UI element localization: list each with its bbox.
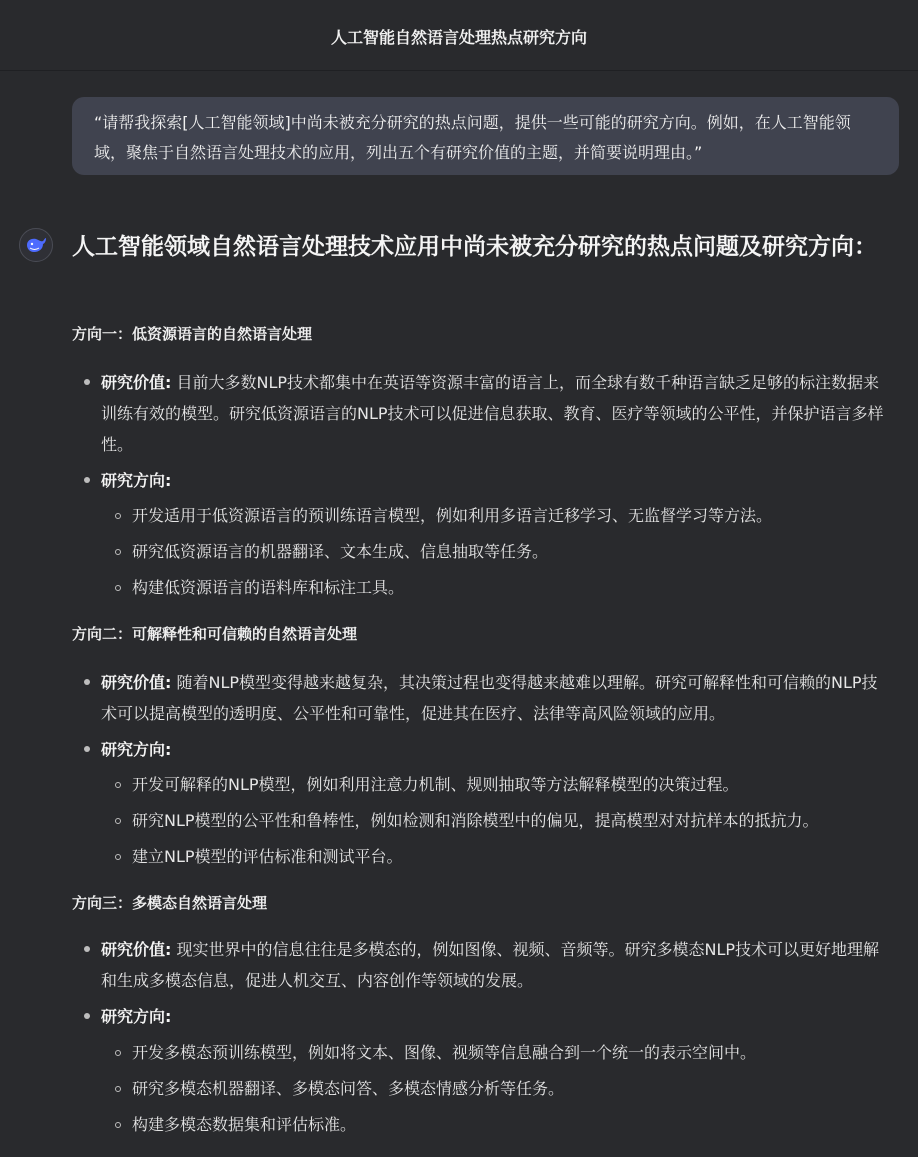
sub-bullet xyxy=(115,513,121,519)
list-item: 构建多模态数据集和评估标准。 xyxy=(132,1115,357,1134)
sub-bullet xyxy=(115,1050,121,1056)
directions-label: 研究方向: xyxy=(101,1007,172,1026)
whale-icon xyxy=(19,228,53,262)
list-item: 开发适用于低资源语言的预训练语言模型，例如利用多语言迁移学习、无监督学习等方法。 xyxy=(132,506,773,525)
bullet-dot xyxy=(84,477,90,483)
directions-label: 研究方向: xyxy=(101,740,172,759)
section-2-value xyxy=(101,667,891,729)
list-item: 研究低资源语言的机器翻译、文本生成、信息抽取等任务。 xyxy=(132,542,549,561)
value-text: 目前大多数NLP技术都集中在英语等资源丰富的语言上，而全球有数千种语言缺乏足够的标注数据来训练有效的模型。研究低资源语言的NLP技术可以促进信息获取、教育、医疗等领域的公平性，并保护语言多样性。 xyxy=(101,373,884,454)
section-title-3: 方向三：多模态自然语言处理 xyxy=(72,894,268,912)
bullet-dot xyxy=(84,679,90,685)
value-text: 现实世界中的信息往往是多模态的，例如图像、视频、音频等。研究多模态NLP技术可以更好地理解和生成多模态信息，促进人机交互、内容创作等领域的发展。 xyxy=(101,940,880,990)
list-item: 开发可解释的NLP模型，例如利用注意力机制、规则抽取等方法解释模型的决策过程。 xyxy=(132,775,739,794)
section-1-directions-label xyxy=(101,465,891,496)
sub-bullet xyxy=(115,782,121,788)
sub-bullet xyxy=(115,585,121,591)
value-label: 研究价值: xyxy=(101,940,172,959)
section-title-1: 方向一：低资源语言的自然语言处理 xyxy=(72,325,313,343)
value-text: 随着NLP模型变得越来越复杂，其决策过程也变得越来越难以理解。研究可解释性和可信赖的NLP技术可以提高模型的透明度、公平性和可靠性，促进其在医疗、法律等高风险领域的应用。 xyxy=(101,673,878,723)
directions-label: 研究方向: xyxy=(101,471,172,490)
answer-heading: 人工智能领域自然语言处理技术应用中尚未被充分研究的热点问题及研究方向： xyxy=(72,234,877,260)
bullet-dot xyxy=(84,946,90,952)
bullet-dot xyxy=(84,746,90,752)
sub-bullet xyxy=(115,818,121,824)
list-item: 研究NLP模型的公平性和鲁棒性，例如检测和消除模型中的偏见，提高模型对对抗样本的抵抗力。 xyxy=(132,811,819,830)
section-title-2: 方向二：可解释性和可信赖的自然语言处理 xyxy=(72,625,358,643)
list-item: 研究多模态机器翻译、多模态问答、多模态情感分析等任务。 xyxy=(132,1079,565,1098)
conversation-title: 人工智能自然语言处理热点研究方向 xyxy=(330,28,587,47)
sub-bullet xyxy=(115,1122,121,1128)
sub-bullet xyxy=(115,1086,121,1092)
section-3-value xyxy=(101,934,891,996)
whale-icon-glyph xyxy=(25,236,47,254)
list-item: 开发多模态预训练模型，例如将文本、图像、视频等信息融合到一个统一的表示空间中。 xyxy=(132,1043,757,1062)
user-message: “请帮我探索[人工智能领域]中尚未被充分研究的热点问题，提供一些可能的研究方向。例如，在人工智能领域，聚焦于自然语言处理技术的应用，列出五个有研究价值的主题，并简要说明理由。” xyxy=(72,97,899,175)
value-label: 研究价值: xyxy=(101,373,172,392)
value-label: 研究价值: xyxy=(101,673,172,692)
section-1-value xyxy=(101,367,891,460)
bullet-dot xyxy=(84,1013,90,1019)
assistant-answer xyxy=(72,228,898,266)
list-item: 建立NLP模型的评估标准和测试平台。 xyxy=(132,847,403,866)
section-2-directions-label xyxy=(101,734,891,765)
list-item: 构建低资源语言的语料库和标注工具。 xyxy=(132,578,405,597)
sub-bullet xyxy=(115,549,121,555)
header-divider xyxy=(0,70,918,71)
sub-bullet xyxy=(115,854,121,860)
bullet-dot xyxy=(84,379,90,385)
section-3-directions-label xyxy=(101,1001,891,1032)
